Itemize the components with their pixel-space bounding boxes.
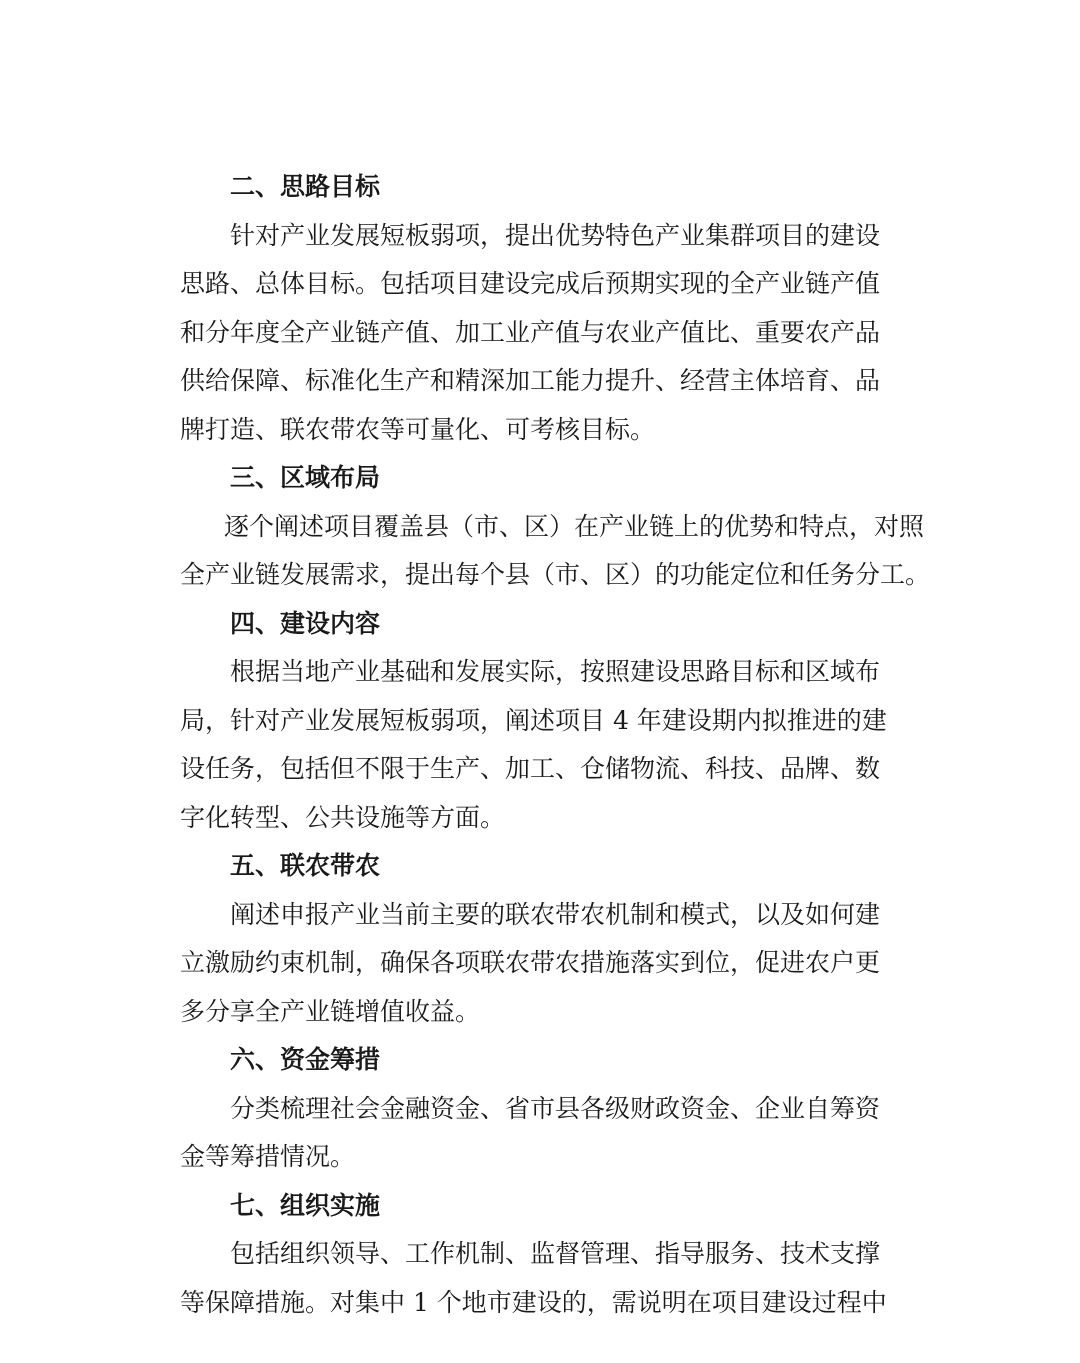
text-line: 和分年度全产业链产值、加工业产值与农业产值比、重要农产品 — [180, 317, 881, 347]
section-heading-implementation: 七、组织实施 — [230, 1190, 381, 1220]
text-line: 字化转型、公共设施等方面。 — [180, 802, 506, 832]
text-line: 设任务，包括但不限于生产、加工、仓储物流、科技、品牌、数 — [180, 754, 881, 783]
text-line: 供给保障、标准化生产和精深加工能力提升、经营主体培育、品 — [180, 366, 881, 395]
text-line: 逐个阐述项目覆盖县（市、区）在产业链上的优势和特点，对照 — [224, 511, 925, 541]
document-page — [180, 163, 931, 1327]
text-line: 局，针对产业发展短板弱项，阐述项目 4 年建设期内拟推进的建 — [180, 705, 887, 735]
text-line: 思路、总体目标。包括项目建设完成后预期实现的全产业链产值 — [180, 269, 881, 298]
text-line: 金等筹措情况。 — [180, 1142, 356, 1171]
section-body-layout — [180, 503, 931, 600]
text-line: 多分享全产业链增值收益。 — [180, 996, 481, 1026]
text-line: 包括组织领导、工作机制、监督管理、指导服务、技术支撑 — [230, 1239, 881, 1268]
section-heading-goals: 二、思路目标 — [230, 172, 381, 201]
section-heading-farmers: 五、联农带农 — [230, 851, 381, 880]
section-body-goals — [180, 212, 900, 455]
text-line: 牌打造、联农带农等可量化、可考核目标。 — [180, 414, 656, 444]
section-body-farmers — [180, 891, 900, 1037]
text-line: 阐述申报产业当前主要的联农带农机制和模式，以及如何建 — [230, 899, 881, 929]
text-line: 根据当地产业基础和发展实际，按照建设思路目标和区域布 — [230, 657, 881, 686]
text-line: 立激励约束机制，确保各项联农带农措施落实到位，促进农户更 — [180, 948, 881, 977]
section-heading-funding: 六、资金筹措 — [230, 1045, 381, 1074]
section-heading-construction: 四、建设内容 — [230, 608, 381, 638]
text-line: 等保障措施。对集中 1 个地市建设的，需说明在项目建设过程中 — [180, 1287, 887, 1317]
section-body-construction — [180, 648, 900, 842]
text-line: 针对产业发展短板弱项，提出优势特色产业集群项目的建设 — [230, 220, 881, 250]
text-line: 分类梳理社会金融资金、省市县各级财政资金、企业自筹资 — [230, 1093, 881, 1123]
section-body-funding — [180, 1085, 900, 1182]
section-heading-layout: 三、区域布局 — [230, 463, 381, 492]
section-body-implementation — [180, 1230, 900, 1327]
text-line: 全产业链发展需求，提出每个县（市、区）的功能定位和任务分工。 — [180, 560, 931, 589]
